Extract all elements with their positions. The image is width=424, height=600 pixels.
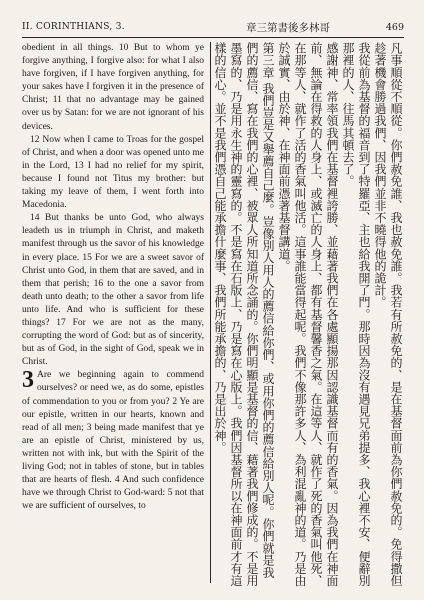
- english-chapter-3: [22, 369, 204, 513]
- page-number: 469: [385, 22, 404, 33]
- english-column: [22, 42, 204, 583]
- chinese-para-b: 我從前為基督的福音到了特羅亞、主也給我開了門。那時因為沒有遇見兄弟提多、我心裡不安、便辭別那裡的人、往馬其頓去了。: [341, 42, 371, 587]
- page-header: [22, 20, 404, 38]
- chinese-column: [213, 42, 404, 587]
- chinese-running-title: 章三第書後多林哥: [246, 22, 330, 34]
- header-rule: [22, 37, 404, 38]
- english-para-14: 14 But thanks be unto God, who always leadeth us in triumph in Christ, and maketh manifest through us the savor of his knowledge in every place. 15 For we are a sweet savor of Christ unto God, in them that are saved, and in them that perish; 16 to the one a savor from death unto death; to the other a savor from life unto life. And who is sufficient for these things? 17 For we are not as the many, corrupting the word of God: but as of sincerity, but as of God, in the sight of God, speak we in Christ.: [22, 213, 204, 368]
- chapter-3-text: Are we beginning again to commend ourselves? or need we, as do some, epistles of commendation to you or from you? 2 Ye are our epistle, written in our hearts, known and read of all men; 3 being made manifest that ye are an epistle of Christ, ministered by us, written not with ink, but with the Spirit of the living God; not in tables of stone, but in tables that are hearts of flesh. 4 And such confidence have we through Christ to God-ward: 5 not that we are sufficient of ourselves, to: [22, 370, 204, 512]
- english-para-12: 12 Now when I came to Troas for the gospel of Christ, and when a door was opened unto me in the Lord, 13 I had no relief for my spirit, because I found not Titus my brother: but taking my leave of them, I went forth into Macedonia.: [22, 134, 204, 211]
- book-chapter-title: II. CORINTHIANS, 3.: [22, 22, 125, 32]
- chinese-para-c: 感謝神、常率領我們在基督裡誇勝、並藉著我們在各處顯揚那因認識基督而有的香氣。因為我們在神面前、無論在得救的人身上、或滅亡的人身上、都有基督馨香之氣。在這等人、就作了死的香氣叫他死、在那等人、就作了活的香氣叫他活。這事誰能當得起呢。我們不像那許多人、為利混亂神的道。乃是由於誠實、由於神、在神面前憑著基督講道。: [277, 42, 339, 587]
- chinese-para-d: 第三章 我們豈是又舉薦自己麼。豈像別人用人的薦信給你們、或用你們的薦信給別人呢。你們就是我們的薦信、寫在我們的心裡、被眾人所知道所念誦的。你們明顯是基督的信、藉著我們修成的。不是用墨寫的、乃是用永生神的靈寫的。不是寫在石版上、乃是寫在心版上。我們因基督所以在神面前才有這樣的信心。並不是我們憑自己能承擔什麼事、我們所能承擔的、乃是出於神。: [213, 42, 275, 587]
- chinese-para-a: 凡事順從不順從。你們赦免誰、我也赦免誰。我若有所赦免的、是在基督面前為你們赦免的。免得撒但趁著機會勝過我們、因我們並非不曉得他的詭計。: [373, 42, 403, 587]
- chapter-number: 3: [22, 367, 34, 394]
- column-divider: [210, 42, 211, 583]
- english-para-continuation: obedient in all things. 10 But to whom ye forgive anything, I forgive also: for what I also have forgiven, if I have forgiven anything, for your sakes have I forgiven it in the presence of Christ; 11 that no advantage may be gained over us by Satan: for we are not ignorant of his devices.: [22, 43, 204, 132]
